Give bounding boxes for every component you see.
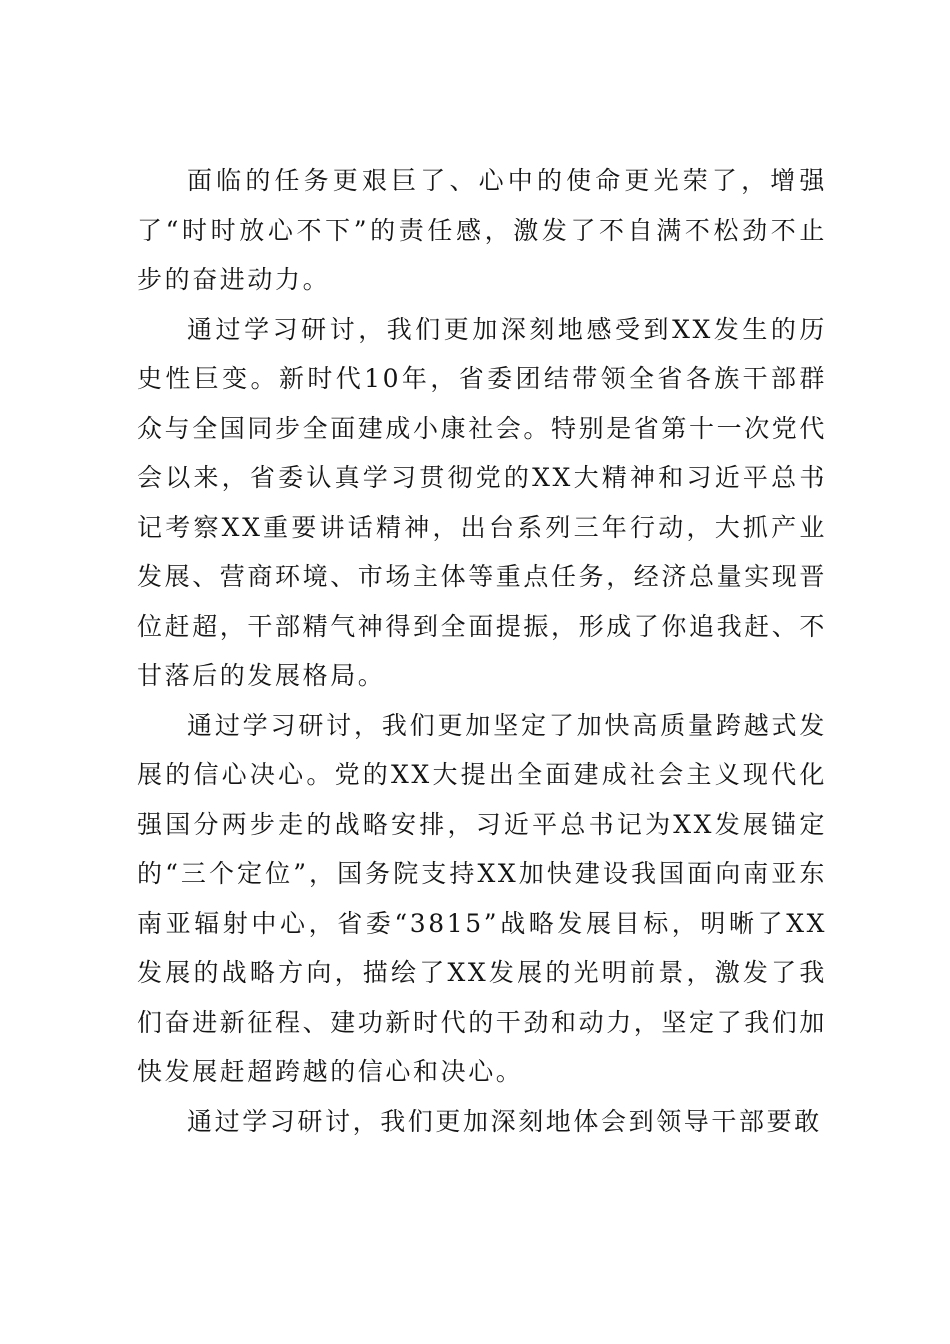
paragraph-3: 通过学习研讨，我们更加坚定了加快高质量跨越式发展的信心决心。党的XX大提出全面建成社会主义现代化强国分两步走的战略安排，习近平总书记为XX发展锚定的“三个定位”，国务院支持XX加快建设我国面向南亚东南亚辐射中心，省委“3815”战略发展目标，明晰了XX发展的战略方向，描绘了XX发展的光明前景，激发了我们奋进新征程、建功新时代的干劲和动力，坚定了我们加快发展赶超跨越的信心和决心。 xyxy=(137,710,828,1086)
paragraph-4: 通过学习研讨，我们更加深刻地体会到领导干部要敢 xyxy=(187,1106,822,1136)
body-text xyxy=(137,156,827,1146)
paragraph-1: 面临的任务更艰巨了、心中的使命更光荣了，增强了“时时放心不下”的责任感，激发了不自满不松劲不止步的奋进动力。 xyxy=(137,166,827,294)
paragraph-2: 通过学习研讨，我们更加深刻地感受到XX发生的历史性巨变。新时代10年，省委团结带领全省各族干部群众与全国同步全面建成小康社会。特别是省第十一次党代会以来，省委认真学习贯彻党的XX大精神和习近平总书记考察XX重要讲话精神，出台系列三年行动，大抓产业发展、营商环境、市场主体等重点任务，经济总量实现晋位赶超，干部精气神得到全面提振，形成了你追我赶、不甘落后的发展格局。 xyxy=(137,314,828,690)
